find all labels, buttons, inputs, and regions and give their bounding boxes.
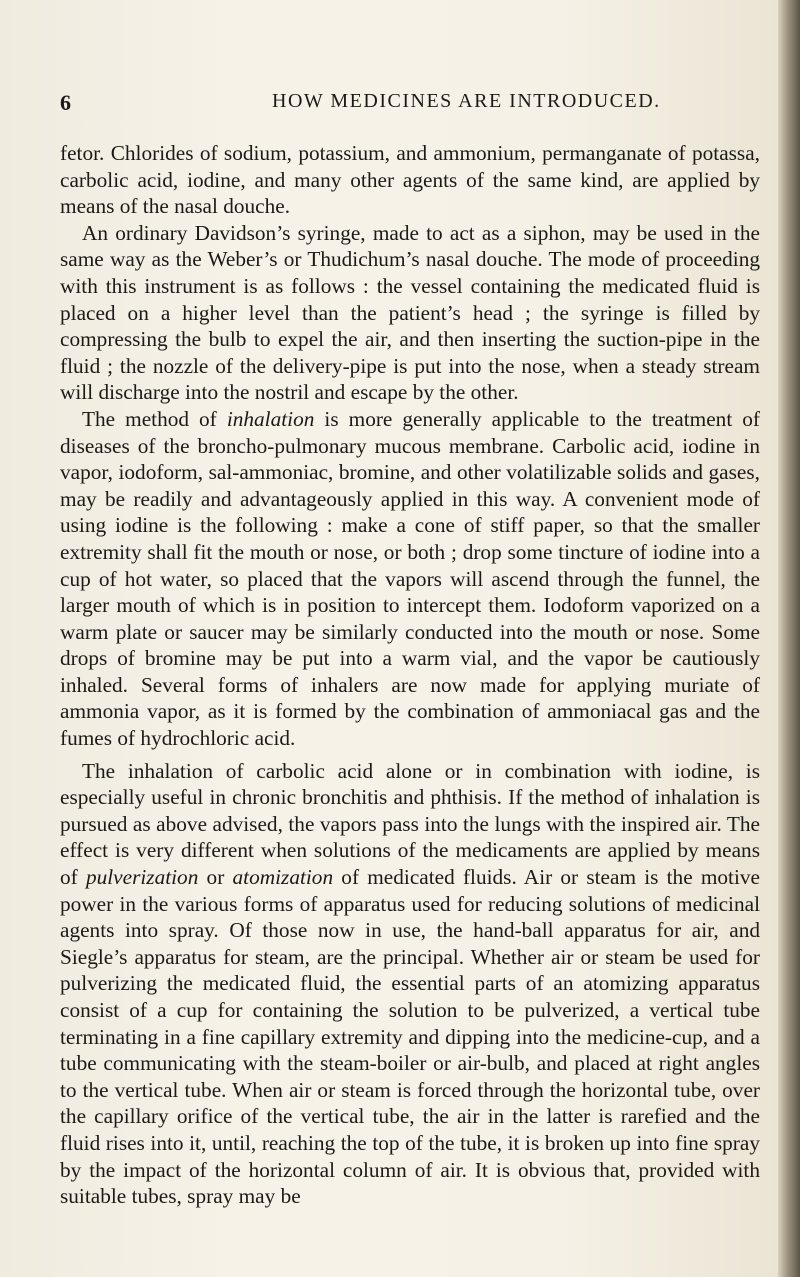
running-title: HOW MEDICINES ARE INTRODUCED. [272,90,661,112]
paragraph-text: The inhalation of carbolic acid alone or in combination with iodine, is especially useful in chronic bronchitis and phthisis. If the method of inhalation is pursued as above advised, the vapors pass into the lungs with the inspired air. The effect is very different when solutions of the medicaments are applied by means of [60,758,760,890]
paragraph [60,220,760,406]
paragraph-text: The method of [82,406,227,431]
paragraph-text: fetor. Chlorides of sodium, potassium, and ammonium, permanganate of potassa, carbolic acid, iodine, and many other agents of the same kind, are applied by means of the nasal douche. [60,141,760,219]
paragraph [60,758,760,1210]
paragraph-text: An ordinary Davidson’s syringe, made to act as a siphon, may be used in the same way as the Weber’s or Thudichum’s nasal douche. The mode of proceeding with this instrument is as follows : the vessel containing the medicated fluid is placed on a higher level than the patient’s head ; the syringe is filled by compressing the bulb to expel the air, and then inserting the suction-pipe in the fluid ; the nozzle of the delivery-pipe is put into the nose, when a steady stream will discharge into the nostril and escape by the other. [60,220,760,405]
page-edge-shadow [778,0,800,1277]
body-text [60,140,760,1210]
paragraph-text: of medicated fluids. Air or steam is the motive power in the various forms of apparatus used for reducing solutions of medicinal agents into spray. Of those now in use, the hand-ball apparatus for air, and Siegle’s apparatus for steam, are the principal. Whether air or steam be used for pulverizing the medicated fluid, the essential parts of an atomizing apparatus consist of a cup for containing the solution to be pulverized, a vertical tube terminating in a fine capillary extremity and dipping into the medicine-cup, and a tube communicating with the steam-boiler or air-bulb, and placed at right angles to the vertical tube. When air or steam is forced through the horizontal tube, over the capillary orifice of the vertical tube, the air in the latter is rarefied and the fluid rises into it, until, reaching the top of the tube, it is broken up into fine spray by the impact of the horizontal column of air. It is obvious that, provided with suitable tubes, spray may be [60,865,760,1209]
page-header [60,90,760,120]
emphasis-pulverization: pulverization [85,865,199,890]
paragraph [60,406,760,752]
page-number: 6 [60,90,71,115]
paragraph-text: or [198,865,233,890]
paragraph-text: is more generally applicable to the treatment of diseases of the broncho-pulmonary mucous membrane. Carbolic acid, iodine in vapor, iodoform, sal-ammoniac, bromine, and other volatilizable solids and gases, may be readily and advantageously applied in this way. A convenient mode of using iodine is the following : make a cone of stiff paper, so that the smaller extremity shall fit the mouth or nose, or both ; drop some tincture of iodine into a cup of hot water, so placed that the vapors will ascend through the funnel, the larger mouth of which is in position to intercept them. Iodoform vaporized on a warm plate or saucer may be similarly conducted into the mouth or nose. Some drops of bromine may be put into a warm vial, and the vapor be cautiously inhaled. Several forms of inhalers are now made for applying muriate of ammonia vapor, as it is formed by the combination of ammoniacal gas and the fumes of hydrochloric acid. [60,406,760,751]
paragraph [60,140,760,220]
emphasis-inhalation: inhalation [226,406,315,431]
emphasis-atomization: atomization [232,865,334,890]
